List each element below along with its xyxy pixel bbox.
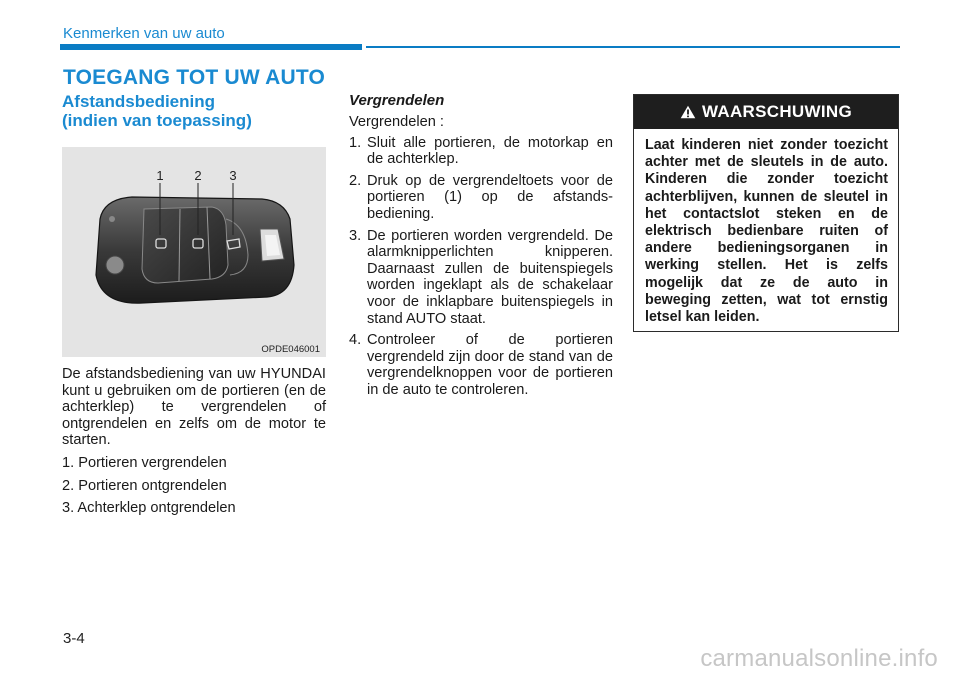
step-text: Controleer of de portieren vergrendeld zijn door de stand van de vergrendelknoppen voor de portieren in de auto te controleren. bbox=[367, 332, 613, 398]
locking-steps bbox=[349, 135, 613, 399]
step-number: 3. bbox=[349, 227, 362, 244]
list-item: 1. Portieren vergrendelen bbox=[62, 454, 227, 471]
function-list bbox=[62, 455, 326, 517]
middle-column bbox=[349, 92, 613, 404]
remote-subheading bbox=[62, 92, 326, 130]
page-heading: TOEGANG TOT UW AUTO bbox=[63, 66, 326, 89]
remote-description: De afstandsbediening van uw HYUNDAI kunt u gebruiken om de portieren (en de achterklep) te vergrendelen of ontgrendelen en zelfs om de motor te starten. bbox=[62, 366, 326, 449]
step-item bbox=[349, 173, 613, 223]
list-item: 2. Portieren ontgrendelen bbox=[62, 477, 227, 494]
header-rule-thin bbox=[366, 46, 900, 48]
subheading-line-2: (indien van toepassing) bbox=[62, 111, 252, 130]
warning-triangle-icon bbox=[680, 105, 696, 119]
step-text: De portieren worden vergrendeld. De alarmknipperlichten knipperen. Daarnaast zullen de buitenspiegels worden ingeklapt als de schakelaar voor de inklapbare buitenspiegels in stand AUTO staat. bbox=[367, 227, 613, 327]
header-rule-thick bbox=[60, 44, 362, 50]
step-item bbox=[349, 332, 613, 398]
step-number: 1. bbox=[349, 134, 362, 151]
figure-code: OPDE046001 bbox=[261, 344, 320, 355]
callout-2: 2 bbox=[194, 168, 202, 183]
step-text: Druk op de vergrendeltoets voor de portieren (1) op de afstands-bediening. bbox=[367, 172, 613, 222]
callout-1: 1 bbox=[156, 168, 164, 183]
warning-box bbox=[633, 94, 899, 332]
page-number: 3-4 bbox=[63, 630, 85, 647]
remote-key-illustration bbox=[62, 147, 326, 357]
step-number: 4. bbox=[349, 332, 362, 349]
warning-header bbox=[634, 95, 898, 129]
warning-text: Laat kinderen niet zonder toezicht achter met de sleutels in de auto. Kinderen die zonder toezicht achterblijven, kunnen de sleutel in het contactslot steken en de elektrisch bedienbare ruiten of andere bedieningsorganen in werking stellen. Het is zelfs mogelijk dat ze de auto in beweging zetten, wat tot ernstig letsel kan leiden. bbox=[645, 137, 888, 326]
step-text: Sluit alle portieren, de motorkap en de achterklep. bbox=[367, 134, 613, 168]
locking-subheading: Vergrendelen bbox=[349, 92, 445, 109]
callout-3: 3 bbox=[229, 168, 237, 183]
section-title: Kenmerken van uw auto bbox=[63, 25, 225, 42]
locking-intro: Vergrendelen : bbox=[349, 114, 444, 130]
step-item bbox=[349, 228, 613, 328]
step-number: 2. bbox=[349, 172, 362, 189]
subheading-line-1: Afstandsbediening bbox=[62, 92, 216, 111]
list-item: 3. Achterklep ontgrendelen bbox=[62, 500, 236, 517]
watermark: carmanualsonline.info bbox=[700, 645, 938, 672]
remote-key-figure bbox=[62, 147, 326, 357]
warning-title: WAARSCHUWING bbox=[702, 102, 852, 121]
step-item bbox=[349, 135, 613, 168]
left-column bbox=[62, 92, 326, 523]
